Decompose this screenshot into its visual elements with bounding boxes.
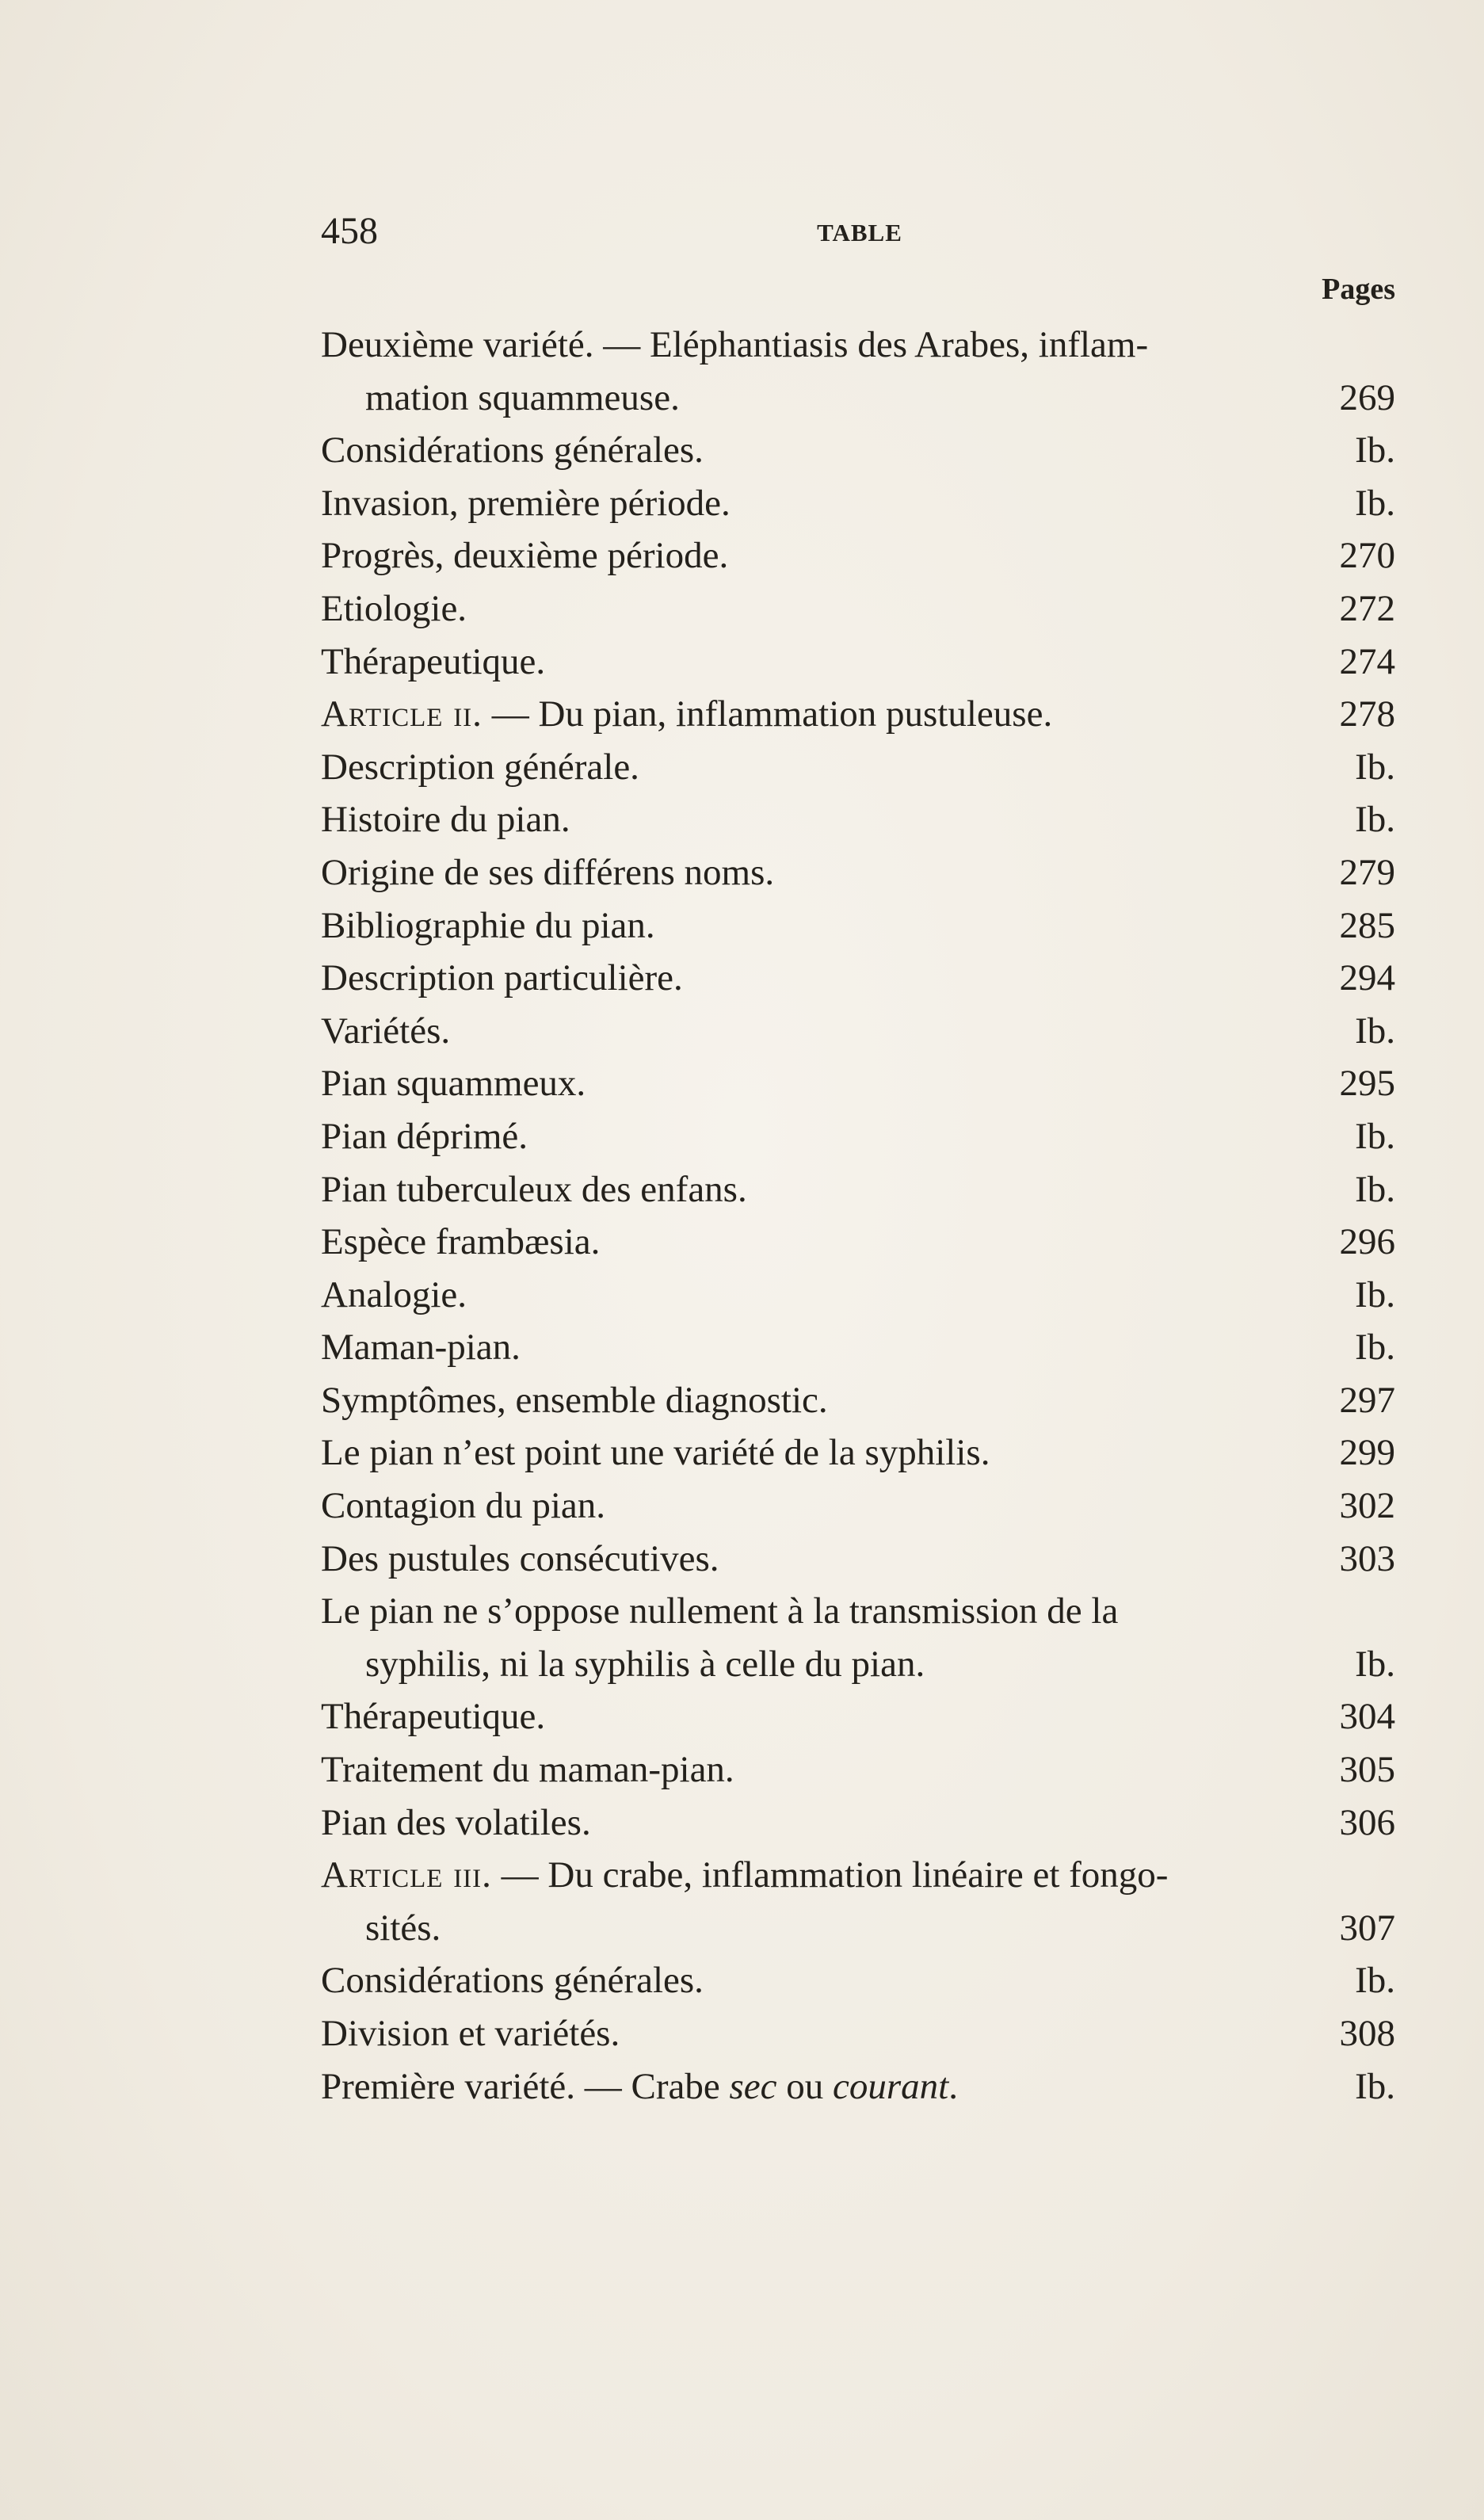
entry-text: Analogie. xyxy=(321,1273,467,1315)
toc-entry xyxy=(321,2060,1395,2113)
entry-text: Etiologie. xyxy=(321,587,467,629)
toc-entry xyxy=(321,477,1395,530)
toc-entry xyxy=(321,1005,1395,1058)
entry-text: Pian des volatiles. xyxy=(321,1801,591,1843)
page-reference: 305 xyxy=(1339,1749,1395,1791)
entry-text: Progrès, deuxième période. xyxy=(321,535,729,577)
pages-column-label: Pages xyxy=(1322,273,1395,306)
entry-text: Des pustules consécutives. xyxy=(321,1537,719,1579)
toc-entry xyxy=(321,1321,1395,1374)
toc-entry xyxy=(321,319,1395,424)
page-reference: 296 xyxy=(1339,1221,1395,1263)
page-reference: Ib. xyxy=(1355,1010,1395,1052)
entry-text: Description particulière. xyxy=(321,957,683,999)
toc-entry xyxy=(321,1216,1395,1269)
page-reference: 279 xyxy=(1339,851,1395,893)
entry-text: Origine de ses différens noms. xyxy=(321,851,775,893)
toc-entry xyxy=(321,1269,1395,1322)
toc-entry xyxy=(321,1796,1395,1850)
page-reference: Ib. xyxy=(1355,1960,1395,2002)
toc-entry xyxy=(321,899,1395,953)
toc-entry xyxy=(321,1743,1395,1796)
running-title: TABLE xyxy=(817,219,902,246)
entry-text: Espèce frambæsia. xyxy=(321,1221,601,1263)
toc-entry xyxy=(321,1480,1395,1533)
article-label: Article iii. xyxy=(321,1854,492,1896)
page-reference: Ib. xyxy=(1355,430,1395,472)
toc-entry xyxy=(321,1585,1395,1690)
article-label: Article ii. xyxy=(321,693,483,735)
entry-text-line1: Deuxième variété. — Eléphantiasis des Arabes, inflam- xyxy=(321,324,1149,365)
entry-text: — Du crabe, inflammation linéaire et fongo- xyxy=(491,1854,1169,1896)
page-reference: Ib. xyxy=(1355,746,1395,788)
entry-text: Description générale. xyxy=(321,746,639,788)
page-reference: Ib. xyxy=(1355,2065,1395,2107)
entry-text-italic: sec xyxy=(729,2065,777,2107)
toc-entry xyxy=(321,846,1395,899)
entry-text: Considérations générales. xyxy=(321,430,704,472)
entry-text: Symptômes, ensemble diagnostic. xyxy=(321,1379,828,1421)
entry-text: Bibliographie du pian. xyxy=(321,904,655,946)
toc-entry-article xyxy=(321,688,1395,741)
toc-entry xyxy=(321,1533,1395,1586)
toc-entry xyxy=(321,1690,1395,1743)
page-reference: 295 xyxy=(1339,1063,1395,1105)
entry-text-part: . xyxy=(948,2065,958,2107)
toc-entry xyxy=(321,1110,1395,1163)
toc-entry xyxy=(321,1374,1395,1427)
entry-text-line2: sités. xyxy=(365,1907,441,1949)
toc-entry xyxy=(321,793,1395,846)
entry-text: Pian déprimé. xyxy=(321,1115,528,1157)
page-reference: 274 xyxy=(1339,640,1395,682)
toc-entry xyxy=(321,582,1395,636)
page-reference: 272 xyxy=(1339,587,1395,629)
entry-text: Division et variétés. xyxy=(321,2013,620,2054)
page-reference: Ib. xyxy=(1355,1168,1395,1210)
page-reference: 278 xyxy=(1339,693,1395,735)
page-reference: 270 xyxy=(1339,535,1395,577)
page-reference: 302 xyxy=(1339,1485,1395,1527)
page-reference: 304 xyxy=(1339,1696,1395,1738)
toc-entry xyxy=(321,424,1395,477)
entry-text-part: ou xyxy=(776,2065,833,2107)
page-reference: Ib. xyxy=(1355,1327,1395,1369)
page-reference: 285 xyxy=(1339,904,1395,946)
entry-text-part: Première variété. — Crabe xyxy=(321,2065,730,2107)
page-reference: Ib. xyxy=(1355,1273,1395,1315)
page-reference: 308 xyxy=(1339,2013,1395,2054)
toc-entry xyxy=(321,952,1395,1005)
page-header xyxy=(321,208,1398,255)
entry-text-line1 xyxy=(321,1849,1395,1902)
entry-text: Pian tuberculeux des enfans. xyxy=(321,1168,747,1210)
entry-text: Traitement du maman-pian. xyxy=(321,1749,734,1791)
toc-entry-article xyxy=(321,1849,1395,1954)
entry-text: Contagion du pian. xyxy=(321,1485,605,1527)
page-reference: 307 xyxy=(1339,1907,1395,1949)
entry-text: Le pian n’est point une variété de la syphilis. xyxy=(321,1432,990,1474)
entry-text: Maman-pian. xyxy=(321,1327,521,1369)
page-reference: 297 xyxy=(1339,1379,1395,1421)
toc-entry xyxy=(321,529,1395,582)
entry-text: Pian squammeux. xyxy=(321,1063,586,1105)
page-reference: Ib. xyxy=(1355,482,1395,524)
entry-text: — Du pian, inflammation pustuleuse. xyxy=(482,693,1053,735)
toc-entry xyxy=(321,1954,1395,2007)
entry-text: Considérations générales. xyxy=(321,1960,704,2002)
page-reference: Ib. xyxy=(1355,799,1395,841)
toc-entry xyxy=(321,1426,1395,1480)
page-reference: Ib. xyxy=(1355,1115,1395,1157)
toc-entry xyxy=(321,1163,1395,1216)
entry-text: Thérapeutique. xyxy=(321,1696,546,1738)
page-number: 458 xyxy=(321,210,378,252)
entry-text-italic: courant xyxy=(832,2065,949,2107)
page-reference: 306 xyxy=(1339,1801,1395,1843)
entry-text: Variétés. xyxy=(321,1010,451,1052)
entry-text: Histoire du pian. xyxy=(321,799,570,841)
entry-text-line1: Le pian ne s’oppose nullement à la transmission de la xyxy=(321,1590,1119,1632)
page-reference: 294 xyxy=(1339,957,1395,999)
table-of-contents xyxy=(321,319,1395,2113)
entry-text xyxy=(321,2066,958,2107)
page-reference: 269 xyxy=(1339,376,1395,418)
entry-text-line2: mation squammeuse. xyxy=(365,376,680,418)
toc-entry xyxy=(321,741,1395,794)
entry-text: Invasion, première période. xyxy=(321,482,731,524)
page-reference: 299 xyxy=(1339,1432,1395,1474)
toc-entry xyxy=(321,636,1395,689)
toc-entry xyxy=(321,2007,1395,2060)
entry-text: Thérapeutique. xyxy=(321,640,546,682)
entry-text-line2: syphilis, ni la syphilis à celle du pian. xyxy=(365,1643,925,1685)
toc-entry xyxy=(321,1057,1395,1110)
page-reference: 303 xyxy=(1339,1537,1395,1579)
page-reference: Ib. xyxy=(1355,1643,1395,1685)
